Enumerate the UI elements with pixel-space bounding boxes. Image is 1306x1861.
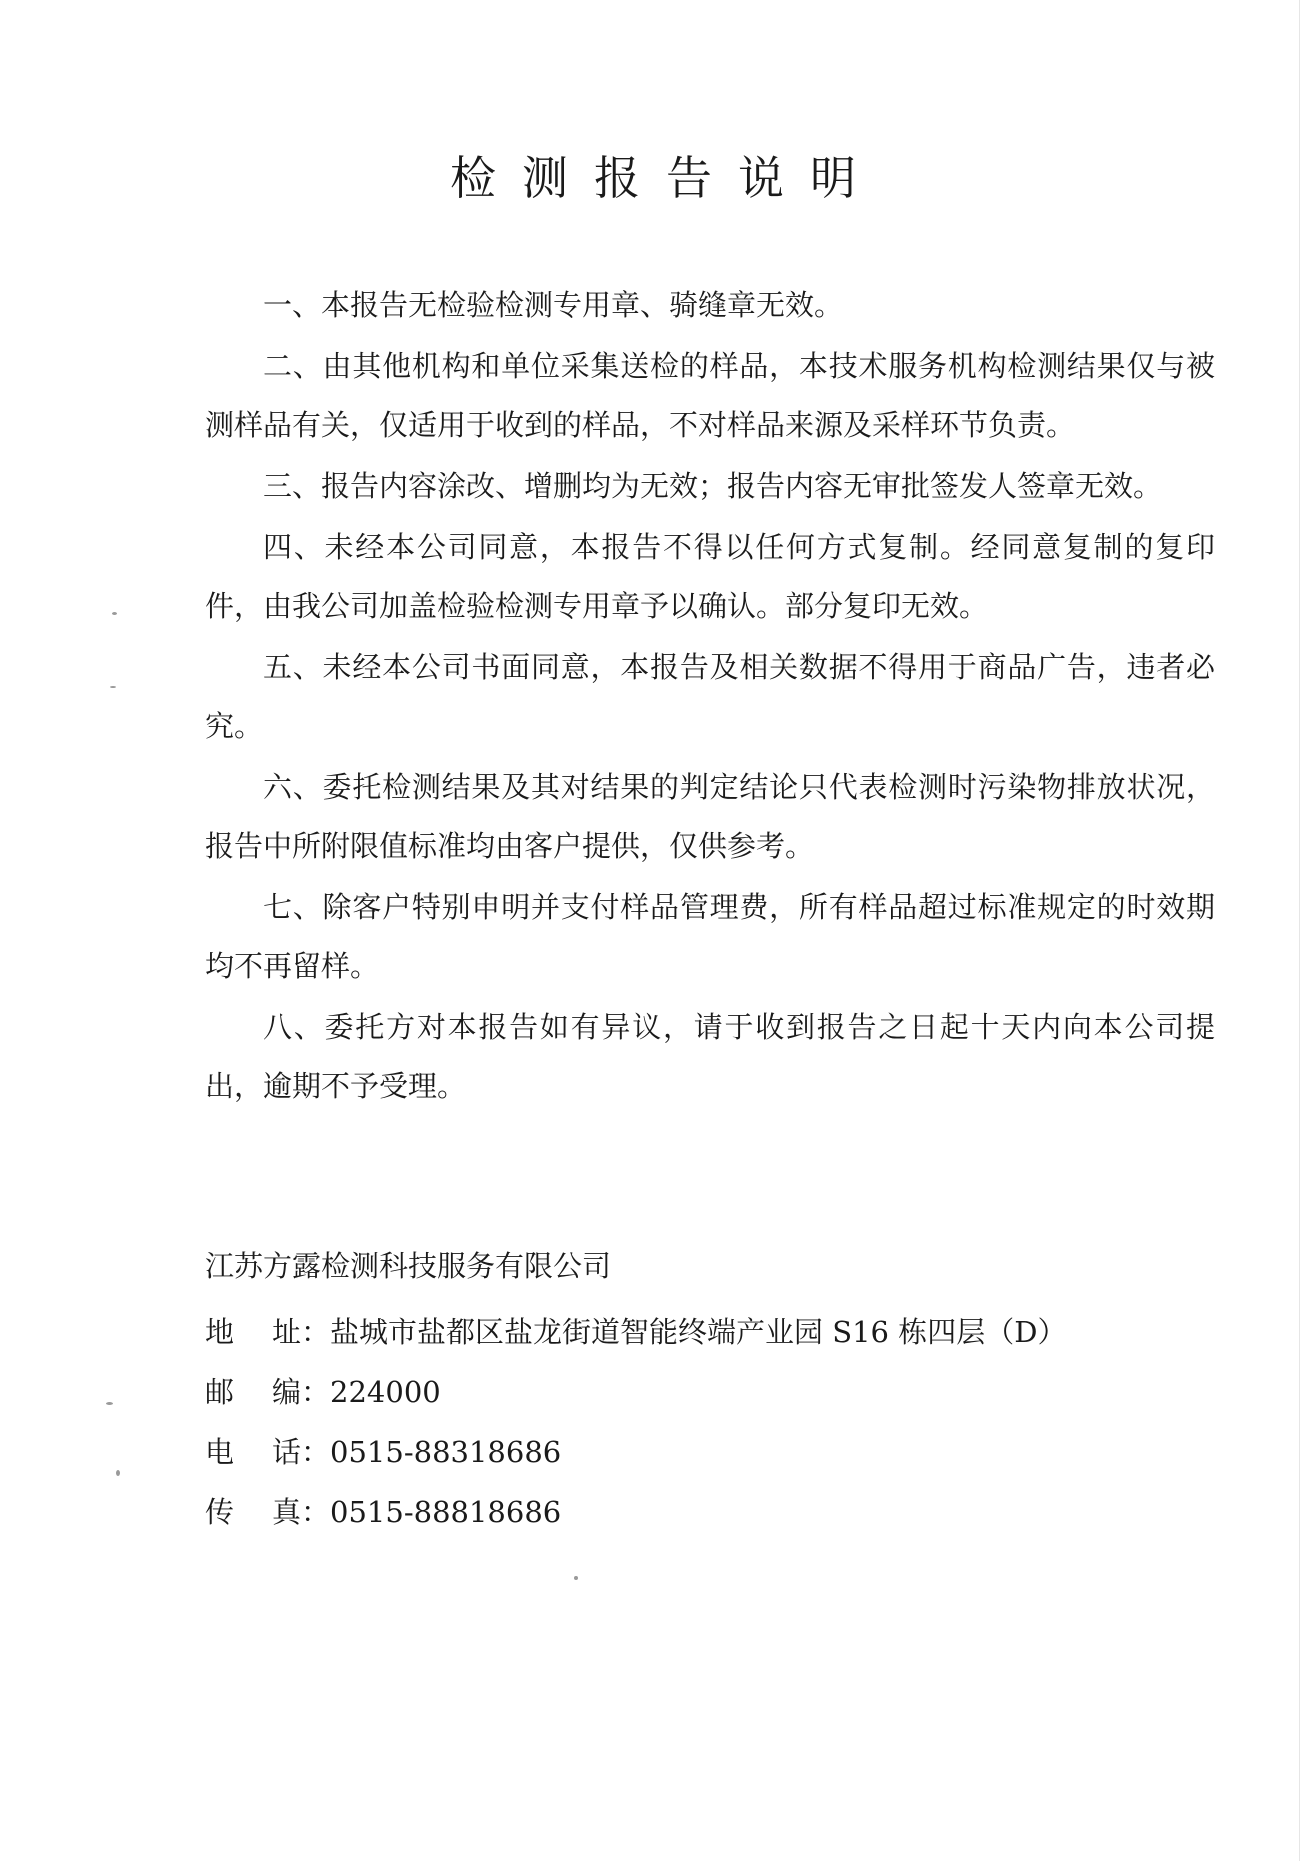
scan-speck — [112, 612, 117, 615]
scan-speck — [116, 1470, 120, 1476]
clause-4: 四、未经本公司同意，本报告不得以任何方式复制。经同意复制的复印件，由我公司加盖检验检测专用章予以确认。部分复印无效。 — [205, 530, 1215, 623]
clause-3: 三、报告内容涂改、增删均为无效；报告内容无审批签发人签章无效。 — [263, 469, 1163, 503]
address-row — [205, 1302, 1215, 1362]
fax-separator: ： — [301, 1495, 331, 1529]
clause-8: 八、委托方对本报告如有异议，请于收到报告之日起十天内向本公司提出，逾期不予受理。 — [205, 1010, 1215, 1103]
postcode-separator: ： — [301, 1375, 331, 1409]
clause-2: 二、由其他机构和单位采集送检的样品，本技术服务机构检测结果仅与被测样品有关，仅适用于收到的样品，不对样品来源及采样环节负责。 — [205, 349, 1215, 442]
clause-list — [205, 276, 1215, 1118]
phone-value: 0515-88318686 — [330, 1435, 562, 1469]
clause-6: 六、委托检测结果及其对结果的判定结论只代表检测时污染物排放状况，报告中所附限值标准均由客户提供，仅供参考。 — [205, 770, 1215, 863]
address-label: 地址 — [205, 1315, 301, 1349]
document-title: 检测报告说明 — [450, 151, 882, 205]
company-name: 江苏方露检测科技服务有限公司 — [205, 1249, 612, 1283]
postcode-value: 224000 — [330, 1375, 441, 1409]
scan-edge — [1299, 0, 1300, 1861]
clause-5: 五、未经本公司书面同意，本报告及相关数据不得用于商品广告，违者必究。 — [205, 650, 1215, 743]
scan-speck — [106, 1402, 113, 1405]
phone-row — [205, 1422, 1215, 1482]
address-separator: ： — [301, 1315, 331, 1349]
fax-row — [205, 1482, 1215, 1542]
phone-label: 电话 — [205, 1435, 301, 1469]
postcode-row — [205, 1362, 1215, 1422]
fax-value: 0515-88818686 — [330, 1495, 562, 1529]
postcode-label: 邮编 — [205, 1375, 301, 1409]
clause-7: 七、除客户特别申明并支付样品管理费，所有样品超过标准规定的时效期均不再留样。 — [205, 890, 1215, 983]
company-info — [205, 1236, 1215, 1542]
scan-speck — [110, 686, 116, 688]
phone-separator: ： — [301, 1435, 331, 1469]
clause-1: 一、本报告无检验检测专用章、骑缝章无效。 — [263, 288, 844, 322]
scan-speck — [574, 1576, 578, 1580]
fax-label: 传真 — [205, 1495, 301, 1529]
address-value: 盐城市盐都区盐龙街道智能终端产业园 S16 栋四层（D） — [330, 1315, 1067, 1349]
